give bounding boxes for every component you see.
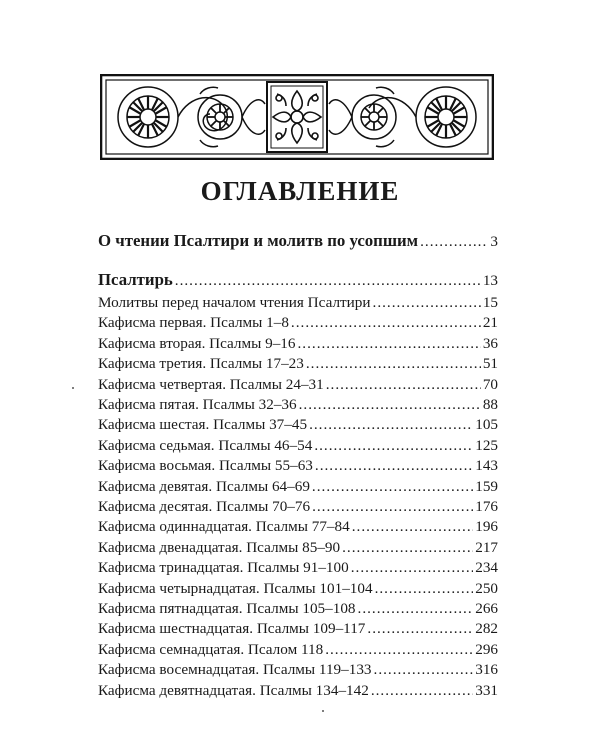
dot-leader [325, 641, 473, 659]
toc-entry[interactable] [98, 396, 498, 414]
toc-entry-label: О чтении Псалтири и молитв по усопшим [98, 231, 419, 250]
dot-leader [358, 600, 474, 618]
dot-leader [352, 518, 474, 536]
dot-leader [374, 661, 474, 679]
byzantine-ornament-icon [100, 74, 494, 160]
dot-leader [371, 682, 473, 700]
toc-entry-page: 282 [475, 620, 498, 638]
toc-entry[interactable] [98, 641, 498, 659]
toc-entry-page: 88 [482, 396, 498, 413]
toc-entry-page: 125 [475, 436, 498, 454]
dot-leader [312, 498, 473, 516]
toc-entry-label: Кафисма вторая. Псалмы 9–16 [98, 334, 296, 352]
toc-entry[interactable] [98, 314, 498, 332]
toc-entry[interactable] [98, 437, 498, 455]
toc-entry[interactable] [98, 498, 498, 516]
toc-entry-label: Кафисма одиннадцатая. Псалмы 77–84 [98, 518, 350, 536]
dot-leader [420, 233, 488, 251]
toc-entry-page: 21 [482, 314, 498, 332]
toc-entry-label: Кафисма двенадцатая. Псалмы 85–90 [98, 538, 341, 556]
scan-speck [322, 710, 324, 712]
dot-leader [351, 559, 474, 577]
dot-leader [326, 376, 481, 394]
toc-entry[interactable] [98, 416, 498, 434]
toc-entry-page: 159 [475, 477, 498, 495]
toc-entry-label: Кафисма семнадцатая. Псалом 118 [98, 640, 324, 658]
toc-entry-page: 331 [475, 681, 498, 699]
toc-entry[interactable] [98, 682, 498, 700]
dot-leader [315, 457, 473, 475]
toc-entry[interactable] [98, 539, 498, 557]
dot-leader [299, 396, 481, 414]
dot-leader [175, 272, 481, 290]
toc-entry-label: Кафисма пятнадцатая. Псалмы 105–108 [98, 600, 356, 617]
toc-entry-label: Кафисма шестая. Псалмы 37–45 [98, 416, 308, 434]
toc-entry[interactable] [98, 518, 498, 536]
toc-entry-page: 36 [482, 334, 498, 352]
dot-leader [291, 314, 481, 332]
toc-entry-intro[interactable] [98, 231, 498, 251]
dot-leader [342, 539, 473, 557]
toc-entry-label: Кафисма третия. Псалмы 17–23 [98, 355, 304, 373]
toc-entry-page: 196 [475, 518, 498, 536]
toc-entry-page: 296 [475, 640, 498, 658]
dot-leader [314, 437, 473, 455]
dot-leader [298, 335, 481, 353]
toc-entry-page: 266 [475, 600, 498, 617]
toc-entry-label: Кафисма пятая. Псалмы 32–36 [98, 396, 297, 413]
toc-entry-label: Кафисма восемнадцатая. Псалмы 119–133 [98, 661, 372, 679]
toc-entry-page: 51 [482, 355, 498, 373]
toc-entry-label: Кафисма четырнадцатая. Псалмы 101–104 [98, 579, 373, 597]
toc-entry[interactable] [98, 661, 498, 679]
toc-entry-page: 316 [475, 661, 498, 679]
dot-leader [375, 580, 474, 598]
toc-entry-label: Кафисма восьмая. Псалмы 55–63 [98, 457, 313, 475]
toc-entry[interactable] [98, 620, 498, 638]
toc-entry-psalter[interactable] [98, 270, 498, 290]
toc-entry[interactable] [98, 580, 498, 598]
toc-entry[interactable] [98, 478, 498, 496]
toc-entry-label: Кафисма первая. Псалмы 1–8 [98, 314, 289, 332]
page-title: ОГЛАВЛЕНИЕ [200, 176, 400, 206]
toc-entry-page: 217 [475, 538, 498, 556]
toc-entry[interactable] [98, 376, 498, 394]
toc-entry-label: Кафисма шестнадцатая. Псалмы 109–117 [98, 620, 366, 638]
toc-entry-label: Кафисма десятая. Псалмы 70–76 [98, 498, 311, 515]
toc-entry-label: Кафисма девятнадцатая. Псалмы 134–142 [98, 681, 369, 699]
dot-leader [367, 620, 473, 638]
toc-entry-label: Кафисма девятая. Псалмы 64–69 [98, 477, 310, 495]
scan-speck [72, 387, 74, 389]
toc-entry-label: Псалтирь [98, 270, 173, 289]
toc-entry-page: 3 [490, 233, 498, 250]
toc-entry[interactable] [98, 457, 498, 475]
toc-entry[interactable] [98, 559, 498, 577]
toc-entry[interactable] [98, 355, 498, 373]
toc-entry-page: 143 [475, 457, 498, 475]
toc-entry[interactable] [98, 294, 498, 312]
toc-entry-page: 250 [475, 579, 498, 597]
toc-entry-page: 234 [475, 559, 498, 577]
toc-entry-page: 15 [482, 294, 498, 311]
toc-entry-page: 176 [475, 498, 498, 515]
dot-leader [306, 355, 481, 373]
dot-leader [312, 478, 473, 496]
toc-entry-page: 105 [475, 416, 498, 434]
toc-entry-page: 13 [482, 272, 498, 289]
toc-entry-label: Кафисма тринадцатая. Псалмы 91–100 [98, 559, 349, 577]
dot-leader [309, 416, 473, 434]
dot-leader [373, 294, 481, 312]
toc-entry-label: Кафисма четвертая. Псалмы 24–31 [98, 375, 324, 393]
toc-entry-label: Кафисма седьмая. Псалмы 46–54 [98, 436, 313, 454]
toc-entry-page: 70 [482, 375, 498, 393]
toc-entry[interactable] [98, 335, 498, 353]
toc-entry-label: Молитвы перед началом чтения Псалтири [98, 294, 371, 311]
toc-entry[interactable] [98, 600, 498, 618]
